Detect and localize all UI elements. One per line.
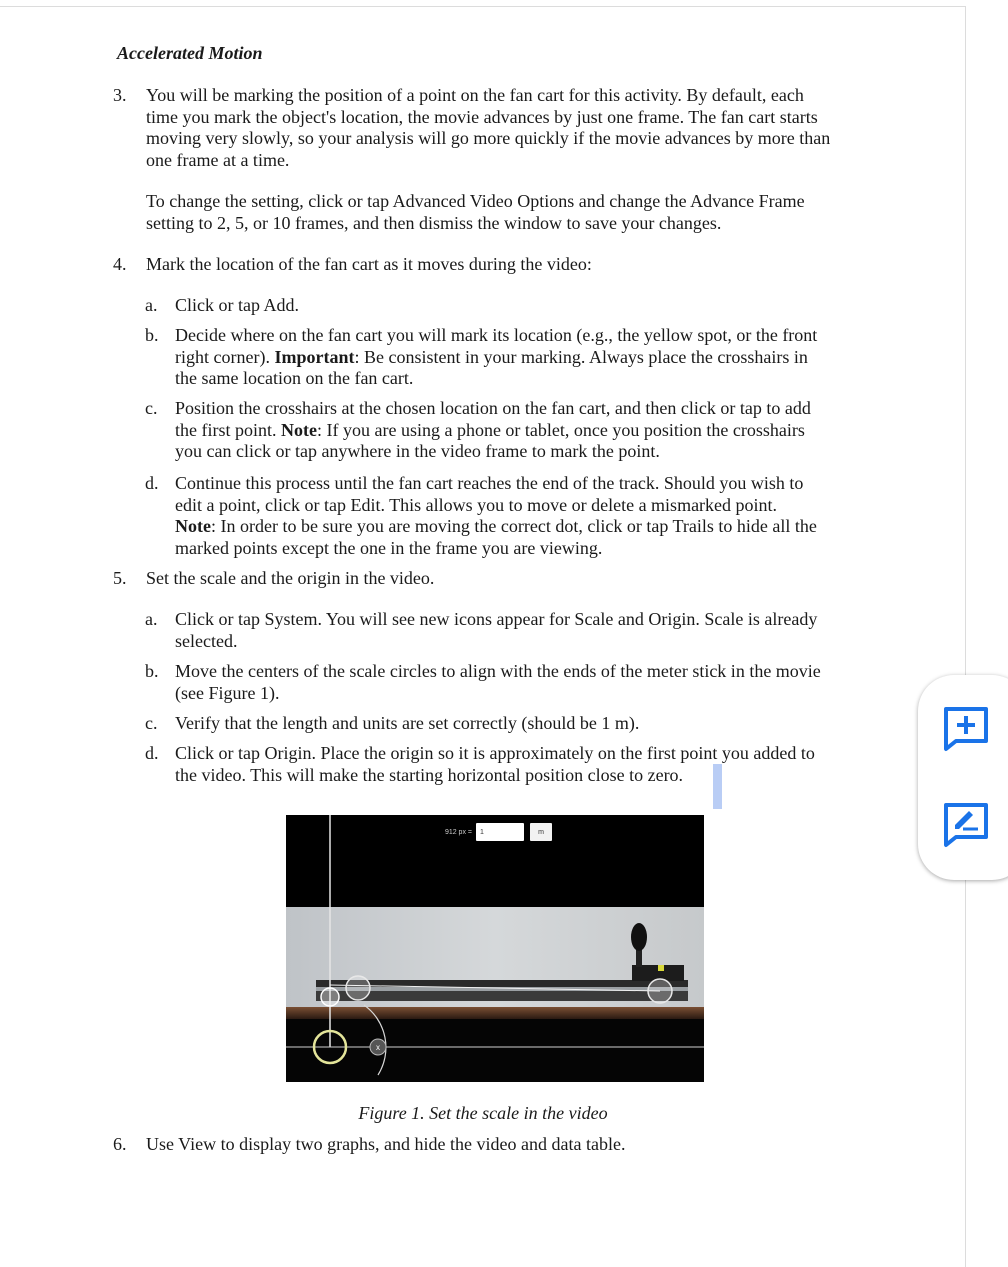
scale-px-label: 912 px =: [444, 829, 472, 836]
text-cursor: [713, 764, 722, 809]
step-5b-line: (see Figure 1).: [175, 683, 280, 703]
step-3-line: moving very slowly, so your analysis will go more quickly if the movie advances by more than: [146, 128, 831, 148]
step-5b-line: Move the centers of the scale circles to align with the ends of the meter stick in the movie: [175, 661, 821, 681]
step-3-line: time you mark the object's location, the movie advances by just one frame. The fan cart starts: [146, 107, 818, 127]
step-number: 3.: [113, 85, 127, 105]
step-3-line: You will be marking the position of a point on the fan cart for this activity. By default, each: [146, 85, 804, 105]
step-4b-line: Decide where on the fan cart you will mark its location (e.g., the yellow spot, or the front: [175, 325, 818, 345]
step-5c-text: Verify that the length and units are set correctly (should be 1 m).: [175, 713, 640, 733]
step-4c-line: Position the crosshairs at the chosen location on the fan cart, and then click or tap to add: [175, 398, 811, 418]
step-4d-line: Continue this process until the fan cart reaches the end of the track. Should you wish to: [175, 473, 804, 493]
step-5-text: Set the scale and the origin in the video.: [146, 568, 435, 588]
substep-letter: a.: [145, 609, 158, 629]
step-4-text: Mark the location of the fan cart as it moves during the video:: [146, 254, 592, 274]
substep-letter: b.: [145, 661, 159, 681]
scale-circle-second: [346, 976, 370, 1000]
step-number: 4.: [113, 254, 127, 274]
figure-caption: Figure 1. Set the scale in the video: [358, 1103, 608, 1123]
track-base: [316, 991, 688, 1001]
step-4d-line: Note: In order to be sure you are moving the correct dot, click or tap Trails to hide all the: [175, 516, 817, 536]
fan-cart-yellow-spot: [658, 965, 664, 971]
step-3-line: setting to 2, 5, or 10 frames, and then dismiss the window to save your changes.: [146, 213, 722, 233]
substep-letter: b.: [145, 325, 159, 345]
substep-letter: c.: [145, 398, 158, 418]
step-number: 6.: [113, 1134, 127, 1154]
side-action-panel: [918, 675, 1008, 880]
step-5d-line: the video. This will make the starting horizontal position close to zero.: [175, 765, 684, 785]
step-6-text: Use View to display two graphs, and hide the video and data table.: [146, 1134, 626, 1154]
step-4a-text: Click or tap Add.: [175, 295, 299, 315]
step-5a-line: Click or tap System. You will see new icons appear for Scale and Origin. Scale is already: [175, 609, 818, 629]
substep-letter: d.: [145, 743, 159, 763]
step-3-line: one frame at a time.: [146, 150, 290, 170]
step-3-line: To change the setting, click or tap Advanced Video Options and change the Advance Frame: [146, 191, 805, 211]
fan-blade: [631, 923, 647, 951]
figure-image: [286, 815, 704, 1082]
step-4b-line: right corner). Important: Be consistent in your marking. Always place the crosshairs in: [175, 347, 808, 367]
scale-value-text: 1: [480, 829, 484, 836]
step-4d-line: edit a point, click or tap Edit. This allows you to move or delete a mismarked point.: [175, 495, 778, 515]
step-5d-line: Click or tap Origin. Place the origin so it is approximately on the first point you added to: [175, 743, 815, 763]
step-5a-line: selected.: [175, 631, 238, 651]
video-frame-illustration: [286, 815, 704, 1082]
substep-letter: d.: [145, 473, 159, 493]
substep-letter: c.: [145, 713, 158, 733]
table-surface: [286, 1007, 704, 1019]
suggest-edit-button[interactable]: [942, 801, 990, 849]
suggest-edit-icon: [942, 801, 990, 849]
scale-circle-right: [648, 979, 672, 1003]
origin-x-label: x: [376, 1043, 380, 1052]
add-comment-icon: [942, 705, 990, 753]
step-number: 5.: [113, 568, 127, 588]
section-heading: Accelerated Motion: [117, 43, 263, 63]
scale-unit-text: m: [538, 829, 544, 836]
scale-circle-left: [321, 988, 339, 1006]
step-4d-line: marked points except the one in the frame you are viewing.: [175, 538, 603, 558]
substep-letter: a.: [145, 295, 158, 315]
step-4b-line: the same location on the fan cart.: [175, 368, 414, 388]
step-4c-line: the first point. Note: If you are using a phone or tablet, once you position the crosshairs: [175, 420, 805, 440]
add-comment-button[interactable]: [942, 705, 990, 753]
step-4c-line: you can click or tap anywhere in the video frame to mark the point.: [175, 441, 660, 461]
video-bottom-black: [286, 1019, 704, 1082]
